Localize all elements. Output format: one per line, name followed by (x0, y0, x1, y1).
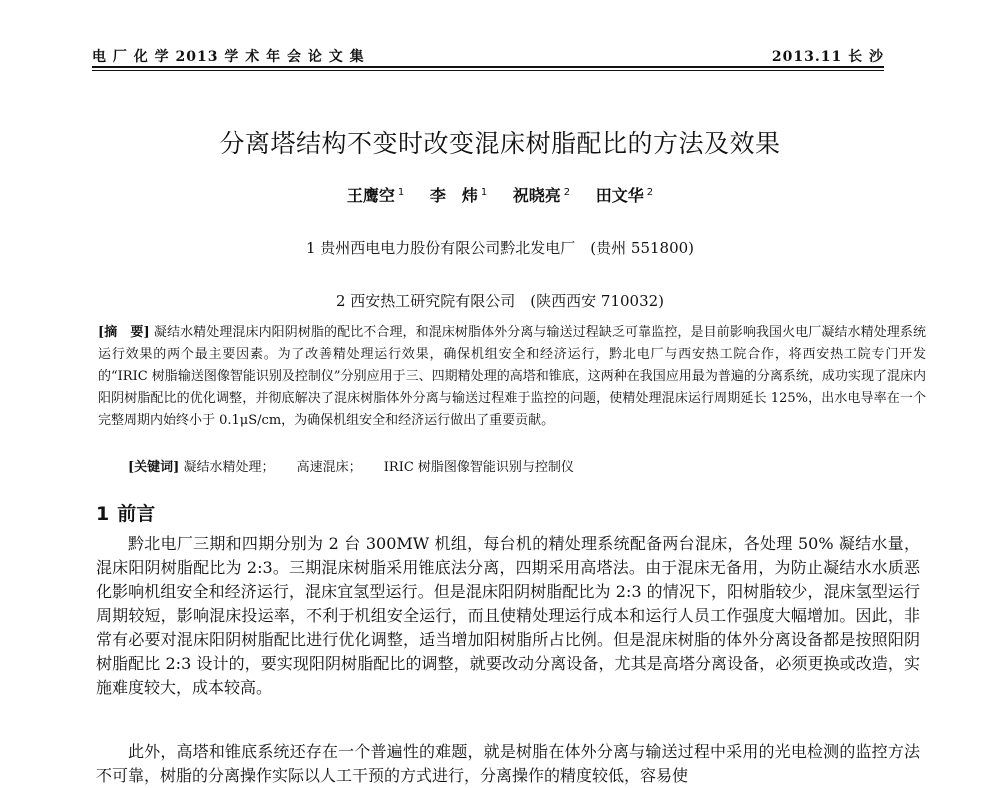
author-affil-mark: 1 (480, 186, 488, 198)
author-affil-mark: 1 (397, 186, 405, 198)
author-list (0, 183, 1000, 206)
running-header (92, 44, 884, 68)
keyword: IRIC 树脂图像智能识别与控制仪 (383, 460, 574, 475)
section-number: 1 (96, 503, 110, 525)
keyword: 高速混床； (296, 460, 362, 475)
affiliation-2: 2 西安热工研究院有限公司 (陕西西安 710032) (335, 292, 665, 310)
affiliation-1: 1 贵州西电电力股份有限公司黔北发电厂 (贵州 551800) (305, 239, 695, 257)
author-name: 祝晓亮 (512, 186, 561, 205)
section-heading (96, 499, 155, 526)
author (596, 186, 653, 205)
author-affil-mark: 2 (646, 186, 654, 198)
abstract-label: [摘 要] (98, 325, 150, 340)
header-date-place: 2013.11 长 沙 (771, 49, 884, 65)
author-name: 田文华 (595, 186, 644, 205)
author (347, 186, 404, 205)
author-affil-mark: 2 (563, 186, 571, 198)
section-title: 前言 (117, 503, 156, 525)
paper-title: 分离塔结构不变时改变混床树脂配比的方法及效果 (219, 129, 781, 158)
author-name: 李 炜 (429, 186, 478, 205)
author-name: 王鹰空 (346, 186, 395, 205)
keywords (128, 456, 918, 475)
header-rule-thin (92, 70, 884, 71)
keyword: 凝结水精处理； (183, 460, 275, 475)
header-journal: 电 厂 化 学 2013 学 术 年 会 论 文 集 (92, 49, 365, 65)
author (430, 186, 487, 205)
abstract (98, 322, 926, 432)
body-paragraph: 此外，高塔和锥底系统还存在一个普遍性的难题，就是树脂在体外分离与输送过程中采用的光电检测的监控方法不可靠，树脂的分离操作实际以人工干预的方式进行，分离操作的精度较低，容易使 (96, 742, 920, 785)
header-rule-thick (92, 66, 884, 68)
keywords-label: [关键词] (128, 460, 180, 475)
body-paragraph: 黔北电厂三期和四期分别为 2 台 300MW 机组，每台机的精处理系统配备两台混床，各处理 50% 凝结水量，混床阳阴树脂配比为 2:3。三期混床树脂采用锥底法分离，四期采用高塔法。由于混床无备用，为防止凝结水水质恶化影响机组安全和经济运行，混床宜氢型运行。但是混床阳阴树脂配比为 2:3 的情况下，阳树脂较少，混床氢型运行周期较短，影响混床投运率，不利于机组安全运行，而且使精处理运行成本和运行人员工作强度大幅增加。因此，非常有必要对混床阳阴树脂配比进行优化调整，适当增加阳树脂所占比例。但是混床树脂的体外分离设备都是按照阳阴树脂配比 2:3 设计的，要实现阳阴树脂配比的调整，就要改动分离设备，尤其是高塔分离设备，必须更换或改造，实施难度较大，成本较高。 (96, 534, 920, 697)
author (513, 186, 570, 205)
abstract-text: 凝结水精处理混床内阳阴树脂的配比不合理，和混床树脂体外分离与输送过程缺乏可靠监控，是目前影响我国火电厂凝结水精处理系统运行效果的两个最主要因素。为了改善精处理运行效果，确保机组安全和经济运行，黔北电厂与西安热工院合作，将西安热工院专门开发的“IRIC 树脂输送图像智能识别及控制仪”分别应用于三、四期精处理的高塔和锥底，这两种在我国应用最为普遍的分离系统，成功实现了混床内阳阴树脂配比的优化调整，并彻底解决了混床树脂体外分离与输送过程难于监控的问题，使精处理混床运行周期延长 125%，出水电导率在一个完整周期内始终小于 0.1μS/cm，为确保机组安全和经济运行做出了重要贡献。 (98, 325, 926, 428)
